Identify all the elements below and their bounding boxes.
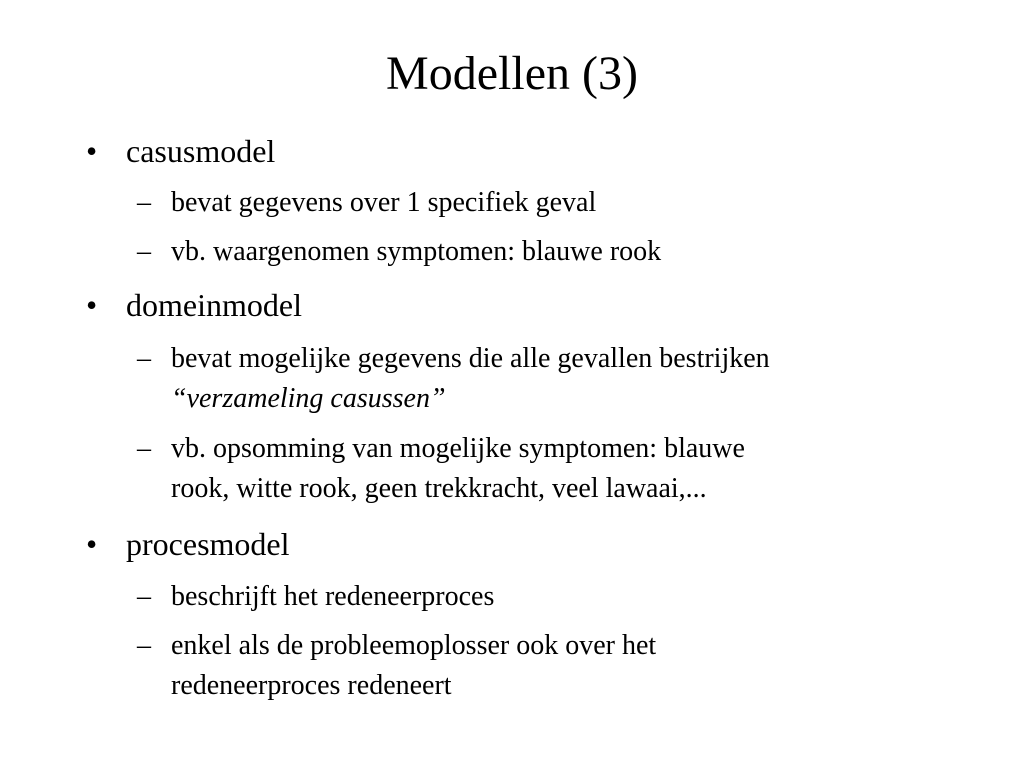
subitem-text-continued: redeneerproces redeneert — [171, 670, 452, 701]
subitem-text: beschrijft het redeneerproces — [171, 581, 495, 612]
subitem — [137, 626, 917, 706]
bullet-icon: • — [86, 133, 98, 169]
subitem-text-emphasis: “verzameling casussen” — [171, 383, 446, 414]
subitem — [137, 183, 917, 223]
subitem-text-continued: rook, witte rook, geen trekkracht, veel lawaai,... — [171, 473, 707, 504]
bullet-icon: • — [86, 526, 98, 562]
dash-icon: – — [137, 630, 151, 661]
subitem-text: bevat mogelijke gegevens die alle gevallen bestrijken — [171, 343, 770, 374]
bullet-label: domeinmodel — [126, 287, 302, 323]
subitem-text: enkel als de probleemoplosser ook over het — [171, 630, 657, 661]
subitem — [137, 429, 917, 509]
dash-icon: – — [137, 343, 151, 374]
bullet-item-casusmodel — [82, 131, 275, 171]
dash-icon: – — [137, 581, 151, 612]
dash-icon: – — [137, 433, 151, 464]
bullet-icon: • — [86, 287, 98, 323]
subitem-text: vb. opsomming van mogelijke symptomen: blauwe — [171, 433, 745, 464]
slide-title: Modellen (3) — [386, 47, 638, 100]
subitem — [137, 339, 917, 419]
bullet-label: casusmodel — [126, 133, 276, 169]
bullet-label: procesmodel — [126, 526, 290, 562]
subitem-text: bevat gegevens over 1 specifiek geval — [171, 187, 597, 218]
dash-icon: – — [137, 236, 151, 267]
bullet-item-procesmodel — [82, 524, 290, 564]
bullet-item-domeinmodel — [82, 285, 302, 325]
subitem-text: vb. waargenomen symptomen: blauwe rook — [171, 236, 662, 267]
subitem — [137, 232, 917, 272]
subitem — [137, 577, 917, 617]
dash-icon: – — [137, 187, 151, 218]
